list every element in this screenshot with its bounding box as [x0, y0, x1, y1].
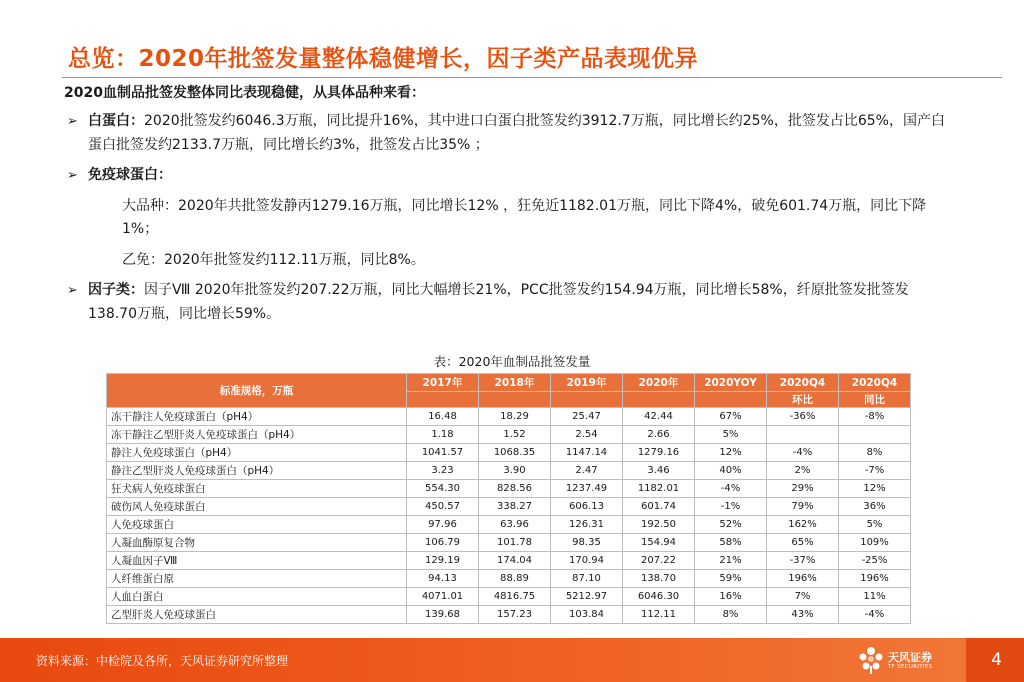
source-note: 资料来源：中检院及各所，天风证券研究所整理: [36, 654, 289, 668]
subheader-cell: 环比: [767, 392, 839, 408]
page-number: 4: [991, 650, 1002, 670]
value-cell: 21%: [695, 552, 767, 570]
header-cell: 2018年: [479, 374, 551, 392]
header-cell: 2020Q4: [767, 374, 839, 392]
value-cell: 40%: [695, 462, 767, 480]
big-product-paragraph: 大品种：2020年共批签发静丙1279.16万瓶，同比增长12% ，狂免近1182.01万瓶，同比下降4%，破免601.74万瓶，同比下降1%；: [122, 197, 927, 237]
table-row: [107, 480, 911, 498]
subheader-cell: 同比: [839, 392, 911, 408]
value-cell: -4%: [767, 444, 839, 462]
value-cell: 59%: [695, 570, 767, 588]
factor-label: 因子类：: [88, 282, 144, 298]
value-cell: 1182.01: [623, 480, 695, 498]
product-name-cell: 乙型肝炎人免疫球蛋白: [107, 606, 407, 624]
logo-name: 天风证券: [888, 651, 932, 664]
table-row: [107, 426, 911, 444]
value-cell: 101.78: [479, 534, 551, 552]
subheader-cell: [407, 392, 479, 408]
value-cell: 11%: [839, 588, 911, 606]
table-body: [107, 408, 911, 624]
flower-logo-icon: [858, 646, 884, 674]
value-cell: 154.94: [623, 534, 695, 552]
product-name-cell: 人纤维蛋白原: [107, 570, 407, 588]
product-name-cell: 静注人免疫球蛋白（pH4）: [107, 444, 407, 462]
product-name-cell: 破伤风人免疫球蛋白: [107, 498, 407, 516]
value-cell: 3.23: [407, 462, 479, 480]
header-spec: 标准规格，万瓶: [107, 374, 407, 408]
table-row: [107, 408, 911, 426]
value-cell: 5212.97: [551, 588, 623, 606]
albumin-label: 白蛋白：: [88, 113, 144, 129]
product-name-cell: 静注乙型肝炎人免疫球蛋白（pH4）: [107, 462, 407, 480]
value-cell: 1279.16: [623, 444, 695, 462]
value-cell: [839, 426, 911, 444]
value-cell: 12%: [839, 480, 911, 498]
albumin-text: 2020批签发约6046.3万瓶，同比提升16%，其中进口白蛋白批签发约3912.7万瓶，同比增长约25%，批签发占比65%，国产白蛋白批签发约2133.7万瓶，同比增长约3%，批签发占比35% ；: [88, 113, 945, 153]
table-row: [107, 498, 911, 516]
section-subtitle: 2020血制品批签发整体同比表现稳健，从具体品种来看：: [64, 85, 425, 101]
arrow-bullet-icon: ➢: [67, 168, 78, 183]
value-cell: 606.13: [551, 498, 623, 516]
product-name-cell: 人凝血酶原复合物: [107, 534, 407, 552]
value-cell: 174.04: [479, 552, 551, 570]
value-cell: 94.13: [407, 570, 479, 588]
value-cell: 52%: [695, 516, 767, 534]
value-cell: 67%: [695, 408, 767, 426]
subheader-cell: [479, 392, 551, 408]
value-cell: 29%: [767, 480, 839, 498]
value-cell: 1.18: [407, 426, 479, 444]
immunoglobulin-paragraph: [64, 164, 954, 188]
header-cell: 2020年: [623, 374, 695, 392]
value-cell: 196%: [767, 570, 839, 588]
page-title: 总览：2020年批签发量整体稳健增长，因子类产品表现优异: [68, 46, 699, 72]
value-cell: 2.54: [551, 426, 623, 444]
value-cell: 97.96: [407, 516, 479, 534]
factor-text: 因子Ⅷ 2020年批签发约207.22万瓶，同比大幅增长21%，PCC批签发约154.94万瓶，同比增长58%，纤原批签发批签发138.70万瓶，同比增长59%。: [88, 282, 909, 322]
value-cell: 12%: [695, 444, 767, 462]
value-cell: 103.84: [551, 606, 623, 624]
value-cell: 207.22: [623, 552, 695, 570]
value-cell: 63.96: [479, 516, 551, 534]
product-name-cell: 人凝血因子Ⅷ: [107, 552, 407, 570]
value-cell: -25%: [839, 552, 911, 570]
value-cell: 1.52: [479, 426, 551, 444]
value-cell: -1%: [695, 498, 767, 516]
table-row: [107, 444, 911, 462]
value-cell: 4071.01: [407, 588, 479, 606]
value-cell: 16%: [695, 588, 767, 606]
page-number-box: [966, 638, 1024, 682]
value-cell: -8%: [839, 408, 911, 426]
header-cell: 2019年: [551, 374, 623, 392]
value-cell: 828.56: [479, 480, 551, 498]
header-cell: 2020YOY: [695, 374, 767, 392]
value-cell: 126.31: [551, 516, 623, 534]
value-cell: 1147.14: [551, 444, 623, 462]
value-cell: 6046.30: [623, 588, 695, 606]
value-cell: 162%: [767, 516, 839, 534]
batch-release-table: [106, 373, 911, 624]
value-cell: 450.57: [407, 498, 479, 516]
value-cell: [767, 426, 839, 444]
arrow-bullet-icon: ➢: [67, 283, 78, 298]
subheader-cell: [695, 392, 767, 408]
value-cell: 3.46: [623, 462, 695, 480]
hepatitis-b-paragraph: 乙免：2020年批签发约112.11万瓶，同比8%。: [122, 251, 425, 268]
value-cell: -7%: [839, 462, 911, 480]
table-row: [107, 516, 911, 534]
table-row: [107, 588, 911, 606]
value-cell: 8%: [839, 444, 911, 462]
albumin-paragraph: [64, 110, 954, 157]
table-row: [107, 534, 911, 552]
value-cell: -4%: [839, 606, 911, 624]
header-cell: 2017年: [407, 374, 479, 392]
product-name-cell: 冻干静注人免疫球蛋白（pH4）: [107, 408, 407, 426]
company-logo: [858, 646, 948, 676]
subheader-cell: [551, 392, 623, 408]
title-divider: [62, 77, 1002, 78]
value-cell: -36%: [767, 408, 839, 426]
value-cell: 338.27: [479, 498, 551, 516]
value-cell: 16.48: [407, 408, 479, 426]
table-row: [107, 462, 911, 480]
value-cell: 554.30: [407, 480, 479, 498]
value-cell: 5%: [695, 426, 767, 444]
value-cell: 129.19: [407, 552, 479, 570]
value-cell: 79%: [767, 498, 839, 516]
factor-paragraph: [64, 279, 954, 326]
value-cell: 601.74: [623, 498, 695, 516]
value-cell: -37%: [767, 552, 839, 570]
value-cell: 157.23: [479, 606, 551, 624]
footer-band: [0, 638, 1024, 682]
product-name-cell: 狂犬病人免疫球蛋白: [107, 480, 407, 498]
value-cell: 170.94: [551, 552, 623, 570]
value-cell: 109%: [839, 534, 911, 552]
value-cell: 43%: [767, 606, 839, 624]
value-cell: 2.66: [623, 426, 695, 444]
value-cell: 7%: [767, 588, 839, 606]
value-cell: 196%: [839, 570, 911, 588]
table-caption: 表：2020年血制品批签发量: [433, 354, 591, 369]
value-cell: 18.29: [479, 408, 551, 426]
value-cell: 2%: [767, 462, 839, 480]
value-cell: 139.68: [407, 606, 479, 624]
body-text: [64, 110, 954, 333]
value-cell: 8%: [695, 606, 767, 624]
table-row: [107, 570, 911, 588]
value-cell: 42.44: [623, 408, 695, 426]
product-name-cell: 冻干静注乙型肝炎人免疫球蛋白（pH4）: [107, 426, 407, 444]
header-cell: 2020Q4: [839, 374, 911, 392]
immunoglobulin-label: 免疫球蛋白：: [88, 167, 172, 183]
arrow-bullet-icon: ➢: [67, 114, 78, 129]
table-row: [107, 606, 911, 624]
value-cell: 36%: [839, 498, 911, 516]
value-cell: 1041.57: [407, 444, 479, 462]
value-cell: 98.35: [551, 534, 623, 552]
value-cell: 4816.75: [479, 588, 551, 606]
value-cell: 87.10: [551, 570, 623, 588]
product-name-cell: 人免疫球蛋白: [107, 516, 407, 534]
value-cell: 1068.35: [479, 444, 551, 462]
value-cell: 65%: [767, 534, 839, 552]
value-cell: 3.90: [479, 462, 551, 480]
value-cell: 88.89: [479, 570, 551, 588]
value-cell: 58%: [695, 534, 767, 552]
value-cell: 1237.49: [551, 480, 623, 498]
logo-english-name: TF SECURITIES: [888, 664, 933, 670]
value-cell: -4%: [695, 480, 767, 498]
value-cell: 106.79: [407, 534, 479, 552]
product-name-cell: 人血白蛋白: [107, 588, 407, 606]
table-row: [107, 552, 911, 570]
table-header-row: [107, 374, 911, 392]
subheader-cell: [623, 392, 695, 408]
value-cell: 138.70: [623, 570, 695, 588]
value-cell: 192.50: [623, 516, 695, 534]
value-cell: 2.47: [551, 462, 623, 480]
value-cell: 25.47: [551, 408, 623, 426]
value-cell: 112.11: [623, 606, 695, 624]
value-cell: 5%: [839, 516, 911, 534]
